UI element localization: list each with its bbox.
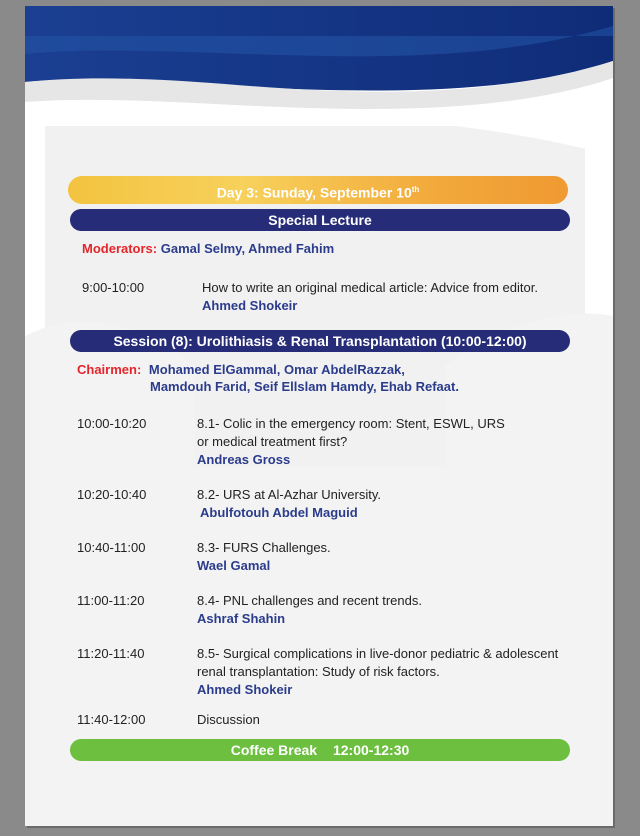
talk-1-speaker: Andreas Gross bbox=[197, 452, 291, 467]
chairmen-line-1 bbox=[77, 361, 405, 379]
talk-1-title-1: 8.1- Colic in the emergency room: Stent, ESWL, URS bbox=[197, 416, 505, 431]
talk-3-time: 10:40-11:00 bbox=[77, 540, 146, 555]
talk-4-speaker: Ashraf Shahin bbox=[197, 611, 286, 626]
moderators-line bbox=[82, 240, 334, 258]
chairmen-names-1: Mohamed ElGammal, Omar AbdelRazzak, bbox=[148, 362, 405, 377]
talk-5-speaker: Ahmed Shokeir bbox=[197, 682, 293, 697]
chairmen-names-2: Mamdouh Farid, Seif Ellslam Hamdy, Ehab Refaat. bbox=[150, 379, 459, 394]
special-lecture-time: 9:00-10:00 bbox=[82, 280, 145, 295]
talk-1-title-2: or medical treatment first? bbox=[197, 434, 348, 449]
talk-4-time: 11:00-11:20 bbox=[77, 593, 145, 608]
special-lecture-topic: How to write an original medical article: Advice from editor. bbox=[202, 280, 538, 295]
moderators-names: Gamal Selmy, Ahmed Fahim bbox=[160, 241, 335, 256]
chairmen-label: Chairmen: bbox=[77, 362, 142, 377]
coffee-break-time: 12:00-12:30 bbox=[332, 742, 410, 758]
session-banner bbox=[70, 330, 570, 352]
talk-4-title-1: 8.4- PNL challenges and recent trends. bbox=[197, 593, 422, 608]
day-header-suffix: th bbox=[411, 185, 420, 194]
coffee-break-banner bbox=[70, 739, 570, 761]
talk-1-time: 10:00-10:20 bbox=[77, 416, 147, 431]
day-header-text: Day 3: Sunday, September 10 bbox=[216, 184, 412, 201]
document-page bbox=[25, 6, 613, 826]
talk-3-speaker: Wael Gamal bbox=[197, 558, 271, 573]
session-title: Session (8): Urolithiasis & Renal Transplantation (10:00-12:00) bbox=[113, 333, 527, 349]
talk-2-title-1: 8.2- URS at Al-Azhar University. bbox=[197, 487, 381, 502]
talk-6-title-1: Discussion bbox=[197, 712, 260, 727]
talk-2-time: 10:20-10:40 bbox=[77, 487, 147, 502]
talk-2-speaker: Abulfotouh Abdel Maguid bbox=[200, 505, 358, 520]
talk-5-time: 11:20-11:40 bbox=[77, 646, 145, 661]
talk-5-title-2: renal transplantation: Study of risk factors. bbox=[197, 664, 440, 679]
talk-6-time: 11:40-12:00 bbox=[77, 712, 146, 727]
special-lecture-banner bbox=[70, 209, 570, 231]
special-lecture-speaker: Ahmed Shokeir bbox=[202, 298, 298, 313]
talk-3-title-1: 8.3- FURS Challenges. bbox=[197, 540, 331, 555]
special-lecture-title: Special Lecture bbox=[268, 212, 372, 228]
coffee-break-label: Coffee Break bbox=[230, 742, 318, 758]
talk-5-title-1: 8.5- Surgical complications in live-donor pediatric & adolescent bbox=[197, 646, 559, 661]
day-header-banner bbox=[68, 176, 568, 204]
moderators-label: Moderators: bbox=[82, 241, 158, 256]
